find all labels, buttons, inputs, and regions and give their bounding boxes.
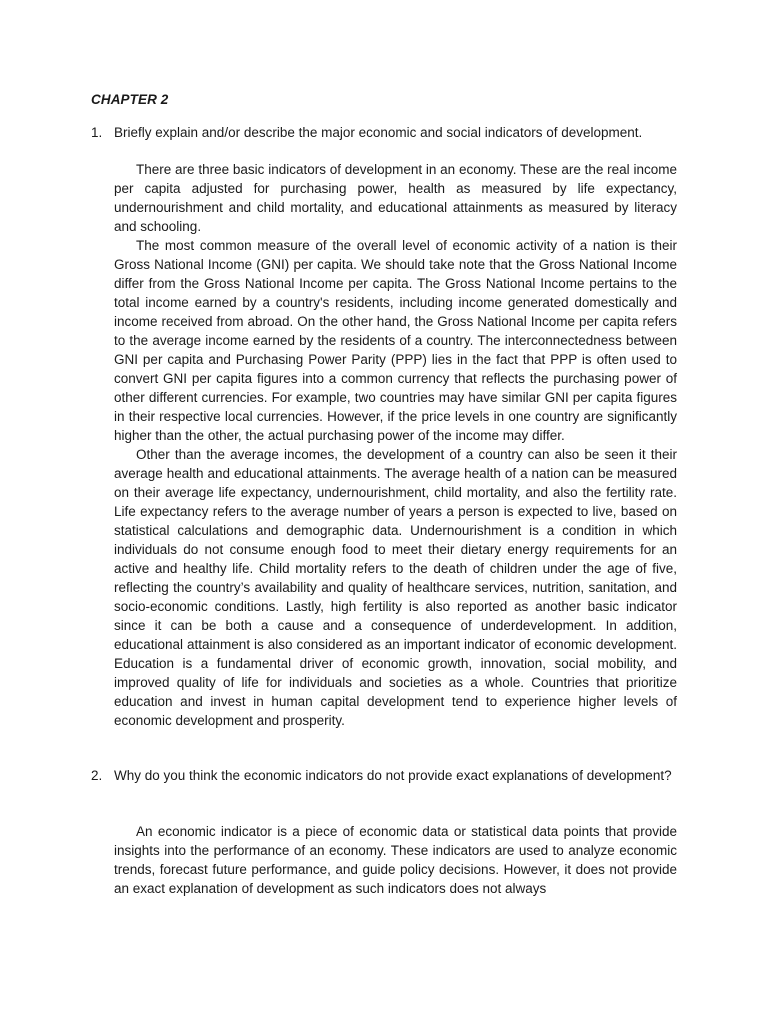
chapter-title: CHAPTER 2 (91, 92, 169, 107)
answer-paragraph: An economic indicator is a piece of economic data or statistical data points that provide insights into the performance of an economy. These indicators are used to analyze economic trends, forecast future performance, and guide policy decisions. However, it does not provide an exact explanation of development as such indicators does not always (114, 824, 677, 896)
question-number: 1. (91, 125, 103, 140)
question-text: Briefly explain and/or describe the major economic and social indicators of development. (114, 125, 643, 140)
answer-paragraph: Other than the average incomes, the development of a country can also be seen it their average health and educational attainments. The average health of a nation can be measured on their average life expectancy, undernourishment, child mortality, and also the fertility rate. Life expectancy refers to the average number of years a person is expected to live, based on statistical calculations and demographic data. Undernourishment is a condition in which individuals do not consume enough food to meet their dietary energy requirements for an active and healthy life. Child mortality refers to the death of children under the age of five, reflecting the country’s availability and quality of healthcare services, nutrition, sanitation, and socio-economic conditions. Lastly, high fertility is also reported as another basic indicator since it can be both a cause and a consequence of underdevelopment. In addition, educational attainment is also considered as an important indicator of economic development. Education is a fundamental driver of economic growth, innovation, social mobility, and improved quality of life for individuals and societies as a whole. Countries that prioritize education and invest in human capital development tend to experience higher levels of economic development and prosperity. (114, 447, 677, 728)
question-text: Why do you think the economic indicators do not provide exact explanations of development? (114, 768, 672, 783)
question-number: 2. (91, 768, 103, 783)
answer-2 (114, 822, 677, 898)
question-1 (91, 123, 678, 142)
answer-paragraph: The most common measure of the overall level of economic activity of a nation is their Gross National Income (GNI) per capita. We should take note that the Gross National Income differ from the Gross National Income per capita. The Gross National Income pertains to the total income earned by a country's residents, including income generated domestically and income received from abroad. On the other hand, the Gross National Income per capita refers to the average income earned by the residents of a country. The interconnectedness between GNI per capita and Purchasing Power Parity (PPP) lies in the fact that PPP is often used to convert GNI per capita figures into a common currency that reflects the purchasing power of other different currencies. For example, two countries may have similar GNI per capita figures in their respective local currencies. However, if the price levels in one country are significantly higher than the other, the actual purchasing power of the income may differ. (114, 238, 677, 443)
answer-paragraph: There are three basic indicators of development in an economy. These are the real income per capita adjusted for purchasing power, health as measured by life expectancy, undernourishment and child mortality, and educational attainments as measured by literacy and schooling. (114, 162, 677, 234)
answer-1 (114, 160, 677, 730)
question-2 (91, 766, 678, 785)
